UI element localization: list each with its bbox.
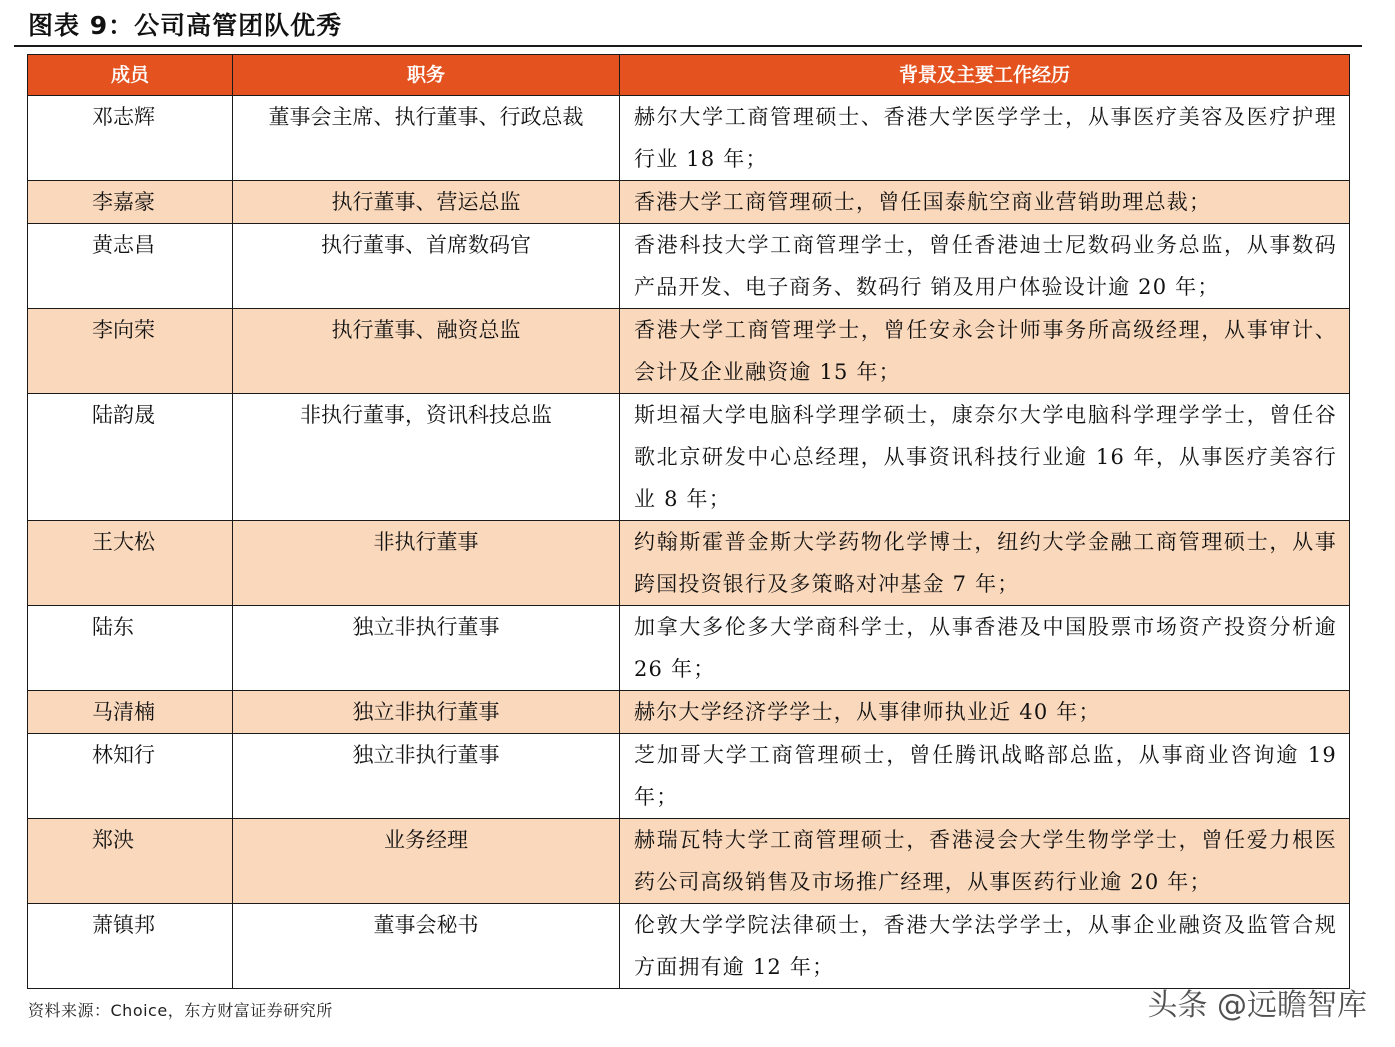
table-row bbox=[28, 224, 1350, 309]
member-role: 执行董事、营运总监 bbox=[233, 181, 620, 224]
table-row bbox=[28, 734, 1350, 819]
member-background: 加拿大多伦多大学商科学士，从事香港及中国股票市场资产投资分析逾 26 年； bbox=[620, 606, 1350, 691]
member-role: 非执行董事 bbox=[233, 521, 620, 606]
member-role: 董事会主席、执行董事、行政总裁 bbox=[233, 96, 620, 181]
management-team-table bbox=[27, 54, 1350, 989]
table-row bbox=[28, 181, 1350, 224]
table-row bbox=[28, 96, 1350, 181]
member-background: 芝加哥大学工商管理硕士，曾任腾讯战略部总监，从事商业咨询逾 19 年； bbox=[620, 734, 1350, 819]
member-background: 香港大学工商管理硕士，曾任国泰航空商业营销助理总裁； bbox=[620, 181, 1350, 224]
member-role: 执行董事、融资总监 bbox=[233, 309, 620, 394]
member-name: 王大松 bbox=[28, 521, 233, 606]
table-row bbox=[28, 521, 1350, 606]
member-role: 业务经理 bbox=[233, 819, 620, 904]
member-background: 赫尔大学经济学学士，从事律师执业近 40 年； bbox=[620, 691, 1350, 734]
member-background: 赫尔大学工商管理硕士、香港大学医学学士，从事医疗美容及医疗护理行业 18 年； bbox=[620, 96, 1350, 181]
source-note: 资料来源：Choice，东方财富证券研究所 bbox=[28, 1001, 333, 1020]
table-row bbox=[28, 606, 1350, 691]
member-name: 李向荣 bbox=[28, 309, 233, 394]
header-position: 职务 bbox=[233, 55, 620, 96]
table-row bbox=[28, 691, 1350, 734]
member-background: 香港大学工商管理学士，曾任安永会计师事务所高级经理，从事审计、会计及企业融资逾 15 年； bbox=[620, 309, 1350, 394]
member-background: 赫瑞瓦特大学工商管理硕士，香港浸会大学生物学学士，曾任爱力根医药公司高级销售及市场推广经理，从事医药行业逾 20 年； bbox=[620, 819, 1350, 904]
table-row bbox=[28, 904, 1350, 989]
member-role: 独立非执行董事 bbox=[233, 606, 620, 691]
member-name: 林知行 bbox=[28, 734, 233, 819]
member-role: 董事会秘书 bbox=[233, 904, 620, 989]
member-name: 陆韵晟 bbox=[28, 394, 233, 521]
member-name: 陆东 bbox=[28, 606, 233, 691]
table-row bbox=[28, 819, 1350, 904]
watermark-text: 头条 @远瞻智库 bbox=[1147, 988, 1367, 1023]
member-role: 执行董事、首席数码官 bbox=[233, 224, 620, 309]
member-background: 香港科技大学工商管理学士，曾任香港迪士尼数码业务总监，从事数码产品开发、电子商务、数码行 销及用户体验设计逾 20 年； bbox=[620, 224, 1350, 309]
member-name: 郑泱 bbox=[28, 819, 233, 904]
member-name: 萧镇邦 bbox=[28, 904, 233, 989]
member-background: 伦敦大学学院法律硕士，香港大学法学学士，从事企业融资及监管合规方面拥有逾 12 年； bbox=[620, 904, 1350, 989]
member-name: 马清楠 bbox=[28, 691, 233, 734]
member-role: 独立非执行董事 bbox=[233, 734, 620, 819]
header-background: 背景及主要工作经历 bbox=[620, 55, 1350, 96]
table-header-row bbox=[28, 55, 1350, 96]
member-name: 李嘉豪 bbox=[28, 181, 233, 224]
table-row bbox=[28, 309, 1350, 394]
member-role: 非执行董事，资讯科技总监 bbox=[233, 394, 620, 521]
member-background: 约翰斯霍普金斯大学药物化学博士，纽约大学金融工商管理硕士，从事跨国投资银行及多策略对冲基金 7 年； bbox=[620, 521, 1350, 606]
member-name: 邓志辉 bbox=[28, 96, 233, 181]
member-name: 黄志昌 bbox=[28, 224, 233, 309]
member-background: 斯坦福大学电脑科学理学硕士，康奈尔大学电脑科学理学学士，曾任谷歌北京研发中心总经理，从事资讯科技行业逾 16 年，从事医疗美容行业 8 年； bbox=[620, 394, 1350, 521]
title-divider bbox=[14, 45, 1362, 47]
figure-title: 图表 9：公司高管团队优秀 bbox=[28, 11, 343, 40]
table-row bbox=[28, 394, 1350, 521]
header-member: 成员 bbox=[28, 55, 233, 96]
member-role: 独立非执行董事 bbox=[233, 691, 620, 734]
